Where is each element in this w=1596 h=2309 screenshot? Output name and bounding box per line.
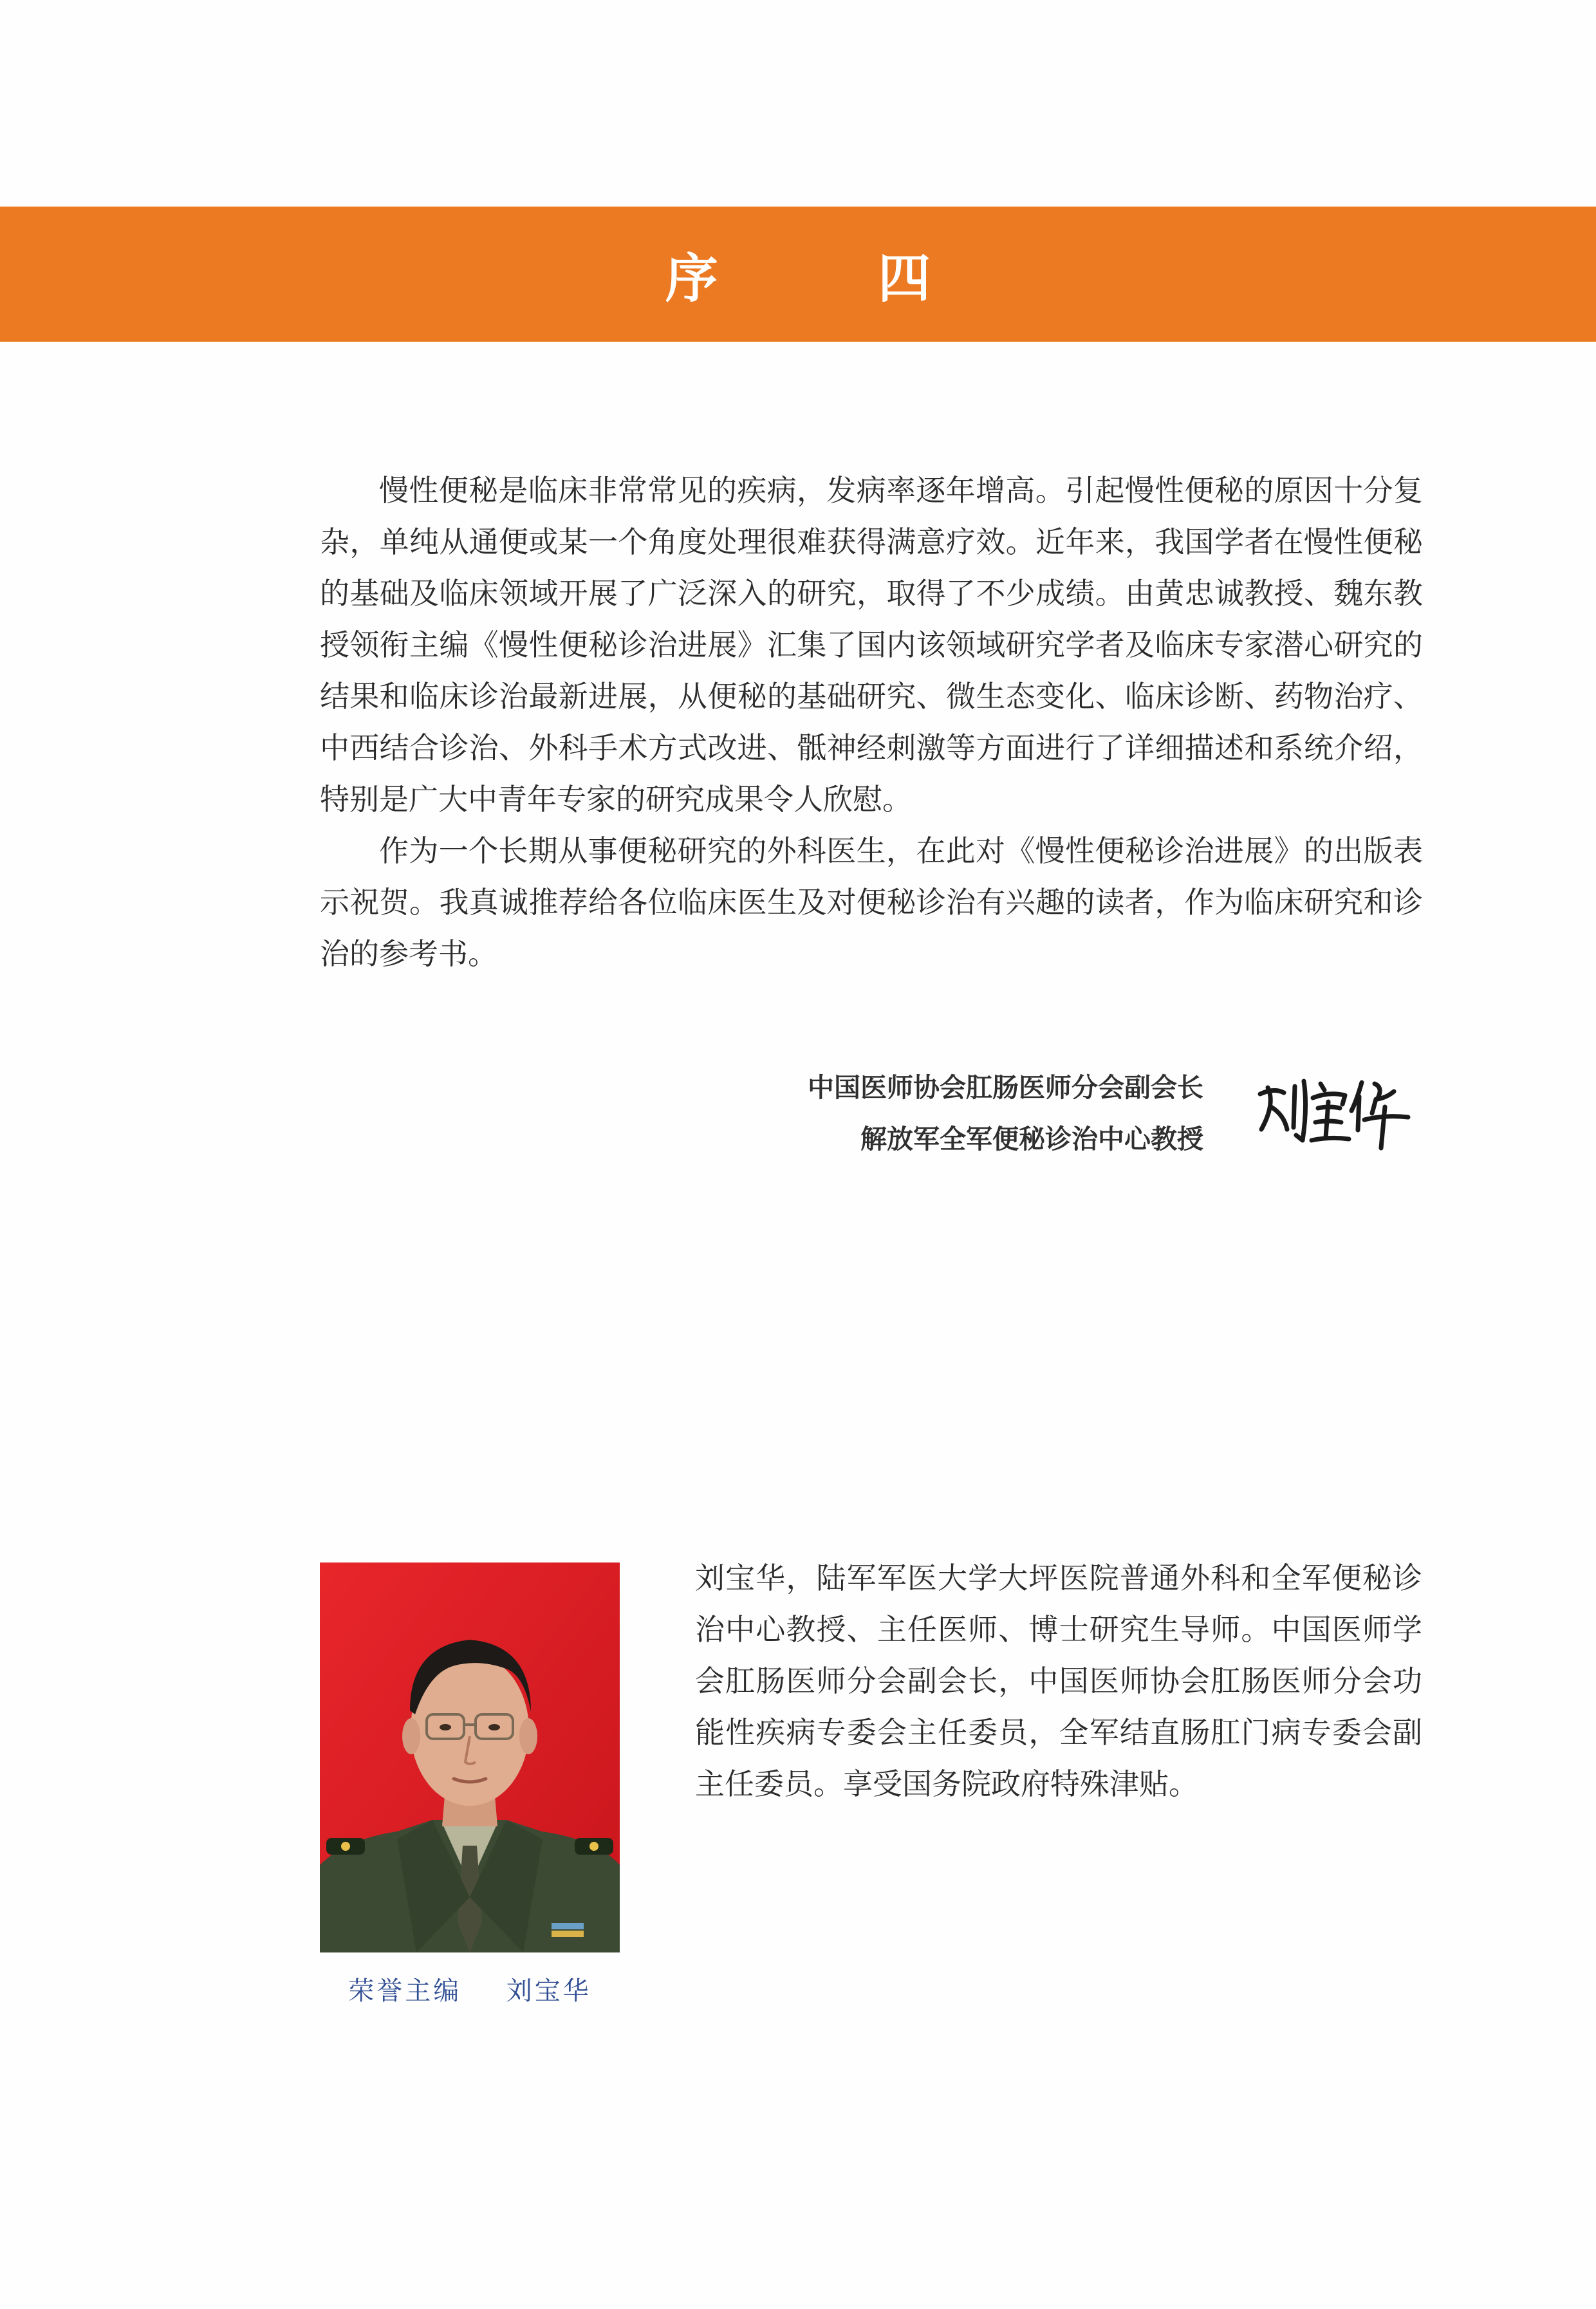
signature-title-line: 中国医师协会肛肠医师分会副会长 <box>808 1072 1203 1103</box>
handwritten-signature <box>1248 1068 1416 1152</box>
caption-name: 刘宝华 <box>506 1976 591 2006</box>
author-bio <box>695 1552 1422 1810</box>
title-banner <box>0 207 1596 342</box>
photo-caption <box>320 1971 620 2007</box>
preface-body <box>320 465 1423 979</box>
preface-paragraph: 慢性便秘是临床非常常见的疾病，发病率逐年增高。引起慢性便秘的原因十分复杂，单纯从通便或某一个角度处理很难获得满意疗效。近年来，我国学者在慢性便秘的基础及临床领域开展了广泛深入的研究，取得了不少成绩。由黄忠诚教授、魏东教授领衔主编《慢性便秘诊治进展》汇集了国内该领域研究学者及临床专家潜心研究的结果和临床诊治最新进展，从便秘的基础研究、微生态变化、临床诊断、药物治疗、中西结合诊治、外科手术方式改进、骶神经刺激等方面进行了详细描述和系统介绍，特别是广大中青年专家的研究成果令人欣慰。 <box>320 473 1423 817</box>
caption-role: 荣誉主编 <box>348 1976 462 2006</box>
preface-paragraph: 作为一个长期从事便秘研究的外科医生，在此对《慢性便秘诊治进展》的出版表示祝贺。我真诚推荐给各位临床医生及对便秘诊治有兴趣的读者，作为临床研究和诊治的参考书。 <box>320 833 1423 971</box>
author-bio-text: 刘宝华，陆军军医大学大坪医院普通外科和全军便秘诊治中心教授、主任医师、博士研究生导师。中国医师学会肛肠医师分会副会长，中国医师协会肛肠医师分会功能性疾病专委会主任委员，全军结直肠肛门病专委会副主任委员。享受国务院政府特殊津贴。 <box>695 1561 1422 1801</box>
signature-titles <box>808 1062 1203 1165</box>
author-photo <box>320 1563 620 1952</box>
page-title: 序 四 <box>665 247 1002 310</box>
signature-title-line: 解放军全军便秘诊治中心教授 <box>860 1124 1203 1154</box>
